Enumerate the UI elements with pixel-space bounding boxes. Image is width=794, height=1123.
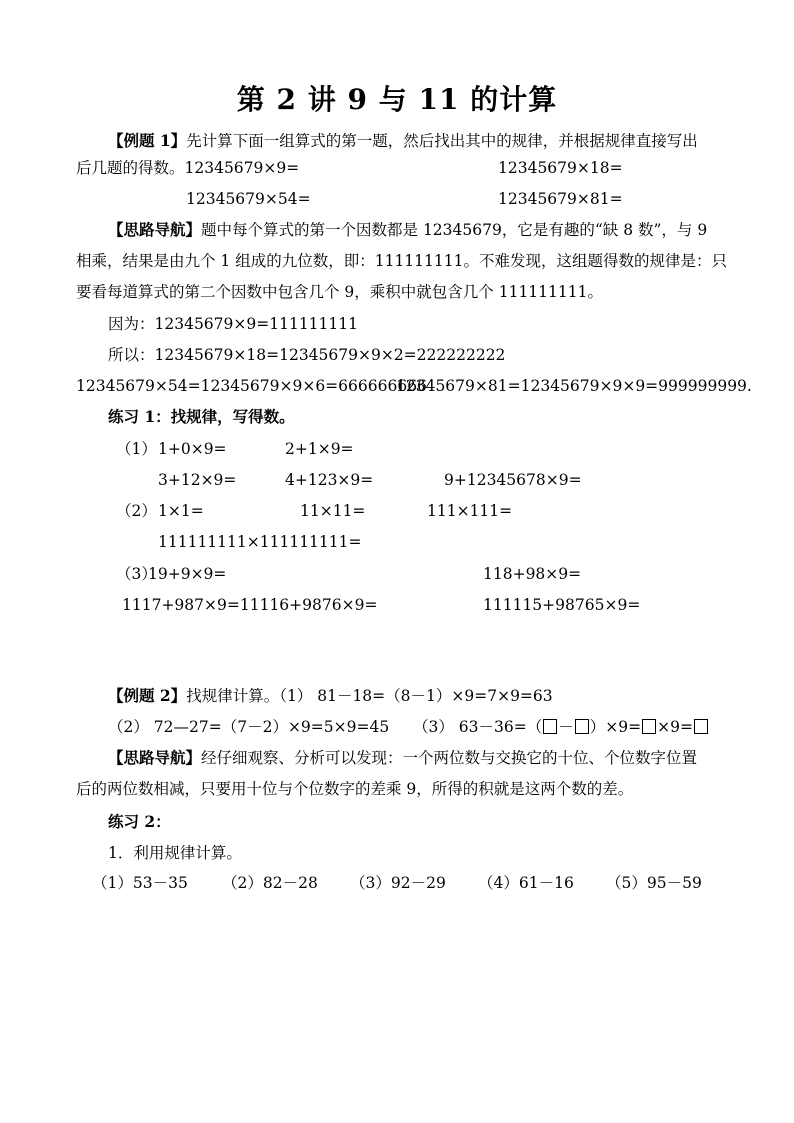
guide-1-text: 题中每个算式的第一个因数都是 12345679，它是有趣的“缺 8 数”，与 9 bbox=[201, 221, 708, 239]
guide-1-line-2: 相乘，结果是由九个 1 组成的九位数，即：111111111。不难发现，这组题得数的规律是：只 bbox=[76, 252, 727, 270]
example-2-text: 找规律计算。（1） 81－18=（8－1）×9=7×9=63 bbox=[186, 687, 553, 705]
practice-1-group-2-label: （2） bbox=[116, 502, 157, 520]
example-2-part-2: （2） 72—27=（7－2）×9=5×9=45 bbox=[108, 718, 390, 736]
practice-1-problem: 111111111×111111111= bbox=[158, 533, 362, 551]
practice-1-problem: 111115+98765×9= bbox=[483, 596, 641, 614]
practice-1-problem: 2+1×9= bbox=[285, 440, 354, 458]
example-2-part-3 bbox=[413, 717, 709, 737]
guide-1-line-1 bbox=[108, 220, 707, 240]
guide-2-line-1 bbox=[108, 748, 697, 768]
guide-1-so: 所以：12345679×18=12345679×9×2=222222222 bbox=[108, 346, 506, 364]
guide-1-because: 因为：12345679×9=111111111 bbox=[108, 315, 358, 333]
practice-1-problem: 19+9×9= bbox=[148, 565, 227, 583]
example-1-tag: 【例题 1】 bbox=[108, 131, 187, 150]
blank-box bbox=[642, 719, 656, 734]
practice-1-heading: 练习 1：找规律，写得数。 bbox=[108, 407, 295, 426]
blank-box bbox=[694, 719, 708, 734]
practice-1-problem: 1×1= bbox=[158, 502, 204, 520]
practice-1-problem: 11×11= bbox=[300, 502, 366, 520]
practice-1-problem: 111×111= bbox=[427, 502, 513, 520]
guide-1-line-3: 要看每道算式的第二个因数中包含几个 9，乘积中就包含几个 111111111。 bbox=[76, 283, 603, 301]
blank-box bbox=[543, 719, 557, 734]
page-title: 第 2 讲 9 与 11 的计算 bbox=[236, 83, 558, 116]
guide-1-result-81: 12345679×81=12345679×9×9=999999999. bbox=[396, 377, 752, 395]
example-2-part-3-text: ）×9= bbox=[589, 718, 642, 736]
practice-2-problem: （2）82－28 bbox=[222, 874, 318, 892]
guide-1-tag: 【思路导航】 bbox=[108, 220, 202, 239]
example-1-line-2: 后几题的得数。12345679×9= bbox=[76, 159, 300, 177]
example-1-q4: 12345679×81= bbox=[498, 190, 623, 208]
practice-1-problem: 118+98×9= bbox=[483, 565, 582, 583]
blank-box bbox=[575, 719, 589, 734]
example-1-q3: 12345679×54= bbox=[186, 190, 311, 208]
practice-1-problem: 9+12345678×9= bbox=[444, 471, 582, 489]
example-2-part-3-text: － bbox=[558, 718, 574, 736]
example-2-part-3-text: （3） 63－36=（ bbox=[413, 718, 543, 736]
practice-2-problem: （3）92－29 bbox=[350, 874, 446, 892]
practice-1-group-3-label: （3） bbox=[116, 565, 157, 583]
practice-1-problem: 1+0×9= bbox=[158, 440, 227, 458]
guide-2-tag: 【思路导航】 bbox=[108, 748, 202, 767]
guide-2-line-2: 后的两位数相减，只要用十位与个位数字的差乘 9，所得的积就是这两个数的差。 bbox=[76, 780, 634, 798]
guide-2-text: 经仔细观察、分析可以发现：一个两位数与交换它的十位、个位数字位置 bbox=[201, 749, 698, 767]
example-2-part-3-text: ×9= bbox=[657, 718, 693, 736]
example-1-q2: 12345679×18= bbox=[498, 159, 623, 177]
practice-2-problem: （1）53－35 bbox=[92, 874, 188, 892]
practice-1-problem: 4+123×9= bbox=[285, 471, 374, 489]
practice-1-group-1-label: （1） bbox=[116, 440, 157, 458]
example-2-tag: 【例题 2】 bbox=[108, 686, 187, 705]
example-1-text: 先计算下面一组算式的第一题，然后找出其中的规律，并根据规律直接写出 bbox=[186, 132, 698, 150]
example-2-line-1 bbox=[108, 686, 553, 706]
practice-1-problem: 3+12×9= bbox=[158, 471, 237, 489]
practice-2-problem: （4）61－16 bbox=[478, 874, 574, 892]
practice-1-problem: 1117+987×9=11116+9876×9= bbox=[122, 596, 378, 614]
guide-1-result-54: 12345679×54=12345679×9×6=666666666 bbox=[76, 377, 427, 395]
practice-2-heading: 练习 2： bbox=[108, 812, 171, 831]
example-1-line-1 bbox=[108, 131, 698, 151]
practice-2-problem: （5）95－59 bbox=[606, 874, 702, 892]
practice-2-item-1: 1．利用规律计算。 bbox=[108, 844, 242, 862]
